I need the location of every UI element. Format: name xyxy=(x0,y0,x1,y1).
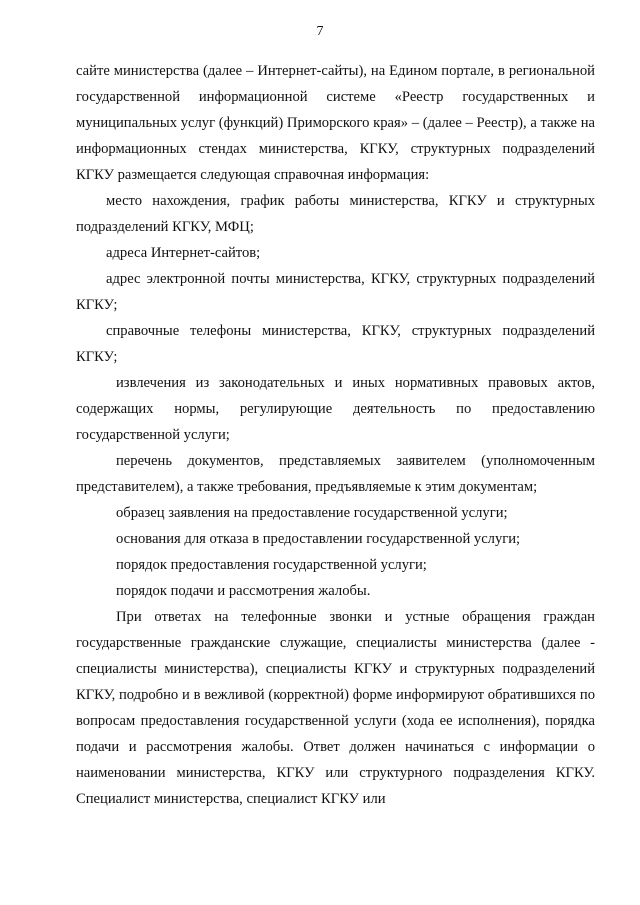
page-number: 7 xyxy=(316,24,324,39)
paragraph-application-sample: образец заявления на предоставление государственной услуги; xyxy=(116,505,508,521)
paragraph-complaint-procedure: порядок подачи и рассмотрения жалобы. xyxy=(116,583,371,599)
paragraph-documents-list: перечень документов, представляемых заявителем (уполномоченным представителем), а также требования, предъявляемые к этим документам; xyxy=(76,453,595,495)
paragraph-phones: справочные телефоны министерства, КГКУ, структурных подразделений КГКУ; xyxy=(76,323,595,365)
paragraph-legal-extracts: извлечения из законодательных и иных нормативных правовых актов, содержащих нормы, регулирующие деятельность по предоставлению государственной услуги; xyxy=(76,375,595,443)
paragraph-location: место нахождения, график работы министерства, КГКУ и структурных подразделений КГКУ, МФЦ; xyxy=(76,193,595,235)
paragraph-phone-inquiries: При ответах на телефонные звонки и устные обращения граждан государственные гражданские служащие, специалисты министерства (далее - специалисты министерства), специалисты КГКУ и структурных подразделений КГКУ, подробно и в вежливой (корректной) форме информируют обратившихся по вопросам предоставления государственной услуги (хода ее исполнения), порядка подачи и рассмотрения жалобы. Ответ должен начинаться с информации о наименовании министерства, КГКУ или структурного подразделения КГКУ. Специалист министерства, специалист КГКУ или xyxy=(76,609,595,807)
paragraph-websites: адреса Интернет-сайтов; xyxy=(106,245,261,261)
paragraph-intro: сайте министерства (далее – Интернет-сайты), на Едином портале, в региональной государственной информационной системе «Реестр государственных и муниципальных услуг (функций) Приморского края» – (далее – Реестр), а также на информационных стендах министерства, КГКУ, структурных подразделений КГКУ размещается следующая справочная информация: xyxy=(76,63,595,183)
document-body xyxy=(76,58,595,812)
paragraph-service-procedure: порядок предоставления государственной услуги; xyxy=(116,557,427,573)
paragraph-email: адрес электронной почты министерства, КГКУ, структурных подразделений КГКУ; xyxy=(76,271,595,313)
paragraph-refusal-grounds: основания для отказа в предоставлении государственной услуги; xyxy=(116,531,521,547)
